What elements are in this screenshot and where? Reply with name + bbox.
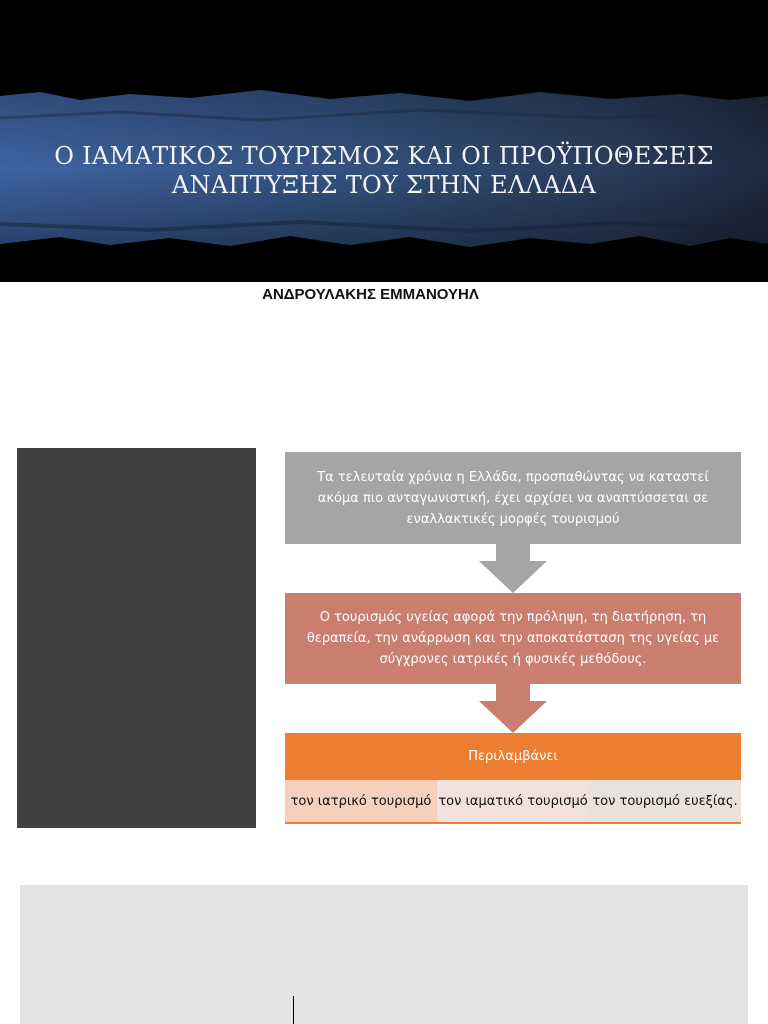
down-arrow-icon [479,544,547,593]
bottom-content-panel [20,885,748,1024]
table-cell-thermal-tourism: τον ιαματικό τουρισμό [437,780,589,822]
table-cell-wellness-tourism: τον τουρισμό ευεξίας. [589,780,741,822]
title-line-1: Ο ΙΑΜΑΤΙΚΟΣ ΤΟΥΡΙΣΜΟΣ ΚΑΙ ΟΙ ΠΡΟΫΠΟΘΕΣΕΙΣ [54,142,714,170]
title-line-2: ΑΝΑΠΤΥΞΗΣ ΤΟΥ ΣΤΗΝ ΕΛΛΑΔΑ [171,171,597,199]
flow-step-1 [285,452,741,544]
brush-stroke-background [0,0,768,282]
author-name: ΑΝΔΡΟΥΛΑΚΗΣ ΕΜΜΑΝΟΥΗΛ [262,286,479,303]
down-arrow-icon [479,684,547,733]
includes-table-row [285,780,741,824]
page-title [20,142,748,200]
flow-step-2 [285,593,741,684]
table-cell-medical-tourism: τον ιατρικό τουρισμό [285,780,437,822]
includes-table-header: Περιλαμβάνει [285,733,741,780]
flow-step-1-text: Τα τελευταία χρόνια η Ελλάδα, προσπαθώντας να καταστεί ακόμα πιο ανταγωνιστική, έχει αρχίσει να αναπτύσσεται σε εναλλακτικές μορφές τουρισμού [317,469,709,527]
divider-line [293,996,294,1024]
dark-side-panel [17,448,256,828]
title-banner [0,0,768,282]
flow-step-2-text: Ο τουρισμός υγείας αφορά την πρόληψη, τη διατήρηση, τη θεραπεία, την ανάρρωση και την αποκατάσταση της υγείας με σύγχρονες ιατρικές ή φυσικές μεθόδους. [306,610,720,667]
